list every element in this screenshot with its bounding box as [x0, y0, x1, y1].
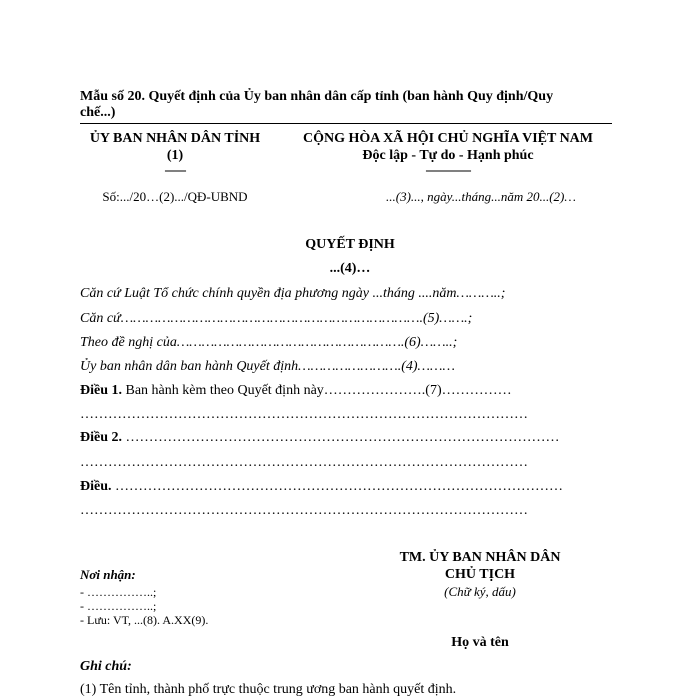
article-1 — [80, 383, 512, 399]
preamble-line-3: Theo đề nghị của……………………………………………….(6)……..; — [80, 335, 458, 350]
decision-subtitle: ...(4)… — [329, 261, 371, 276]
note-item-1: (1) Tên tỉnh, thành phố trực thuộc trung ương ban hành quyết định. — [80, 682, 457, 697]
recipient-item-2: - ……………..; — [80, 599, 157, 613]
article-1-continuation: …………………………………………………………………………………… — [80, 407, 528, 422]
preamble-line-1: Căn cứ Luật Tổ chức chính quyền địa phương ngày ...tháng ....năm………..; — [80, 286, 506, 301]
national-motto: Độc lập - Tự do - Hạnh phúc — [362, 148, 534, 163]
article-n — [80, 479, 563, 495]
recipient-item-3: - Lưu: VT, ...(8). A.XX(9). — [80, 613, 209, 627]
article-2 — [80, 430, 560, 446]
recipient-item-1: - ……………..; — [80, 585, 157, 599]
preamble-line-4: Ủy ban nhân dân ban hành Quyết định…………………….(4)……… — [80, 359, 455, 374]
article-2-continuation: …………………………………………………………………………………… — [80, 455, 528, 470]
signature-title: CHỦ TỊCH — [444, 567, 516, 582]
article-n-continuation: …………………………………………………………………………………… — [80, 503, 528, 518]
title-underline — [80, 123, 612, 124]
issuing-org: ỦY BAN NHÂN DÂN TỈNH — [89, 131, 261, 146]
article-1-label: Điều 1. — [80, 383, 122, 398]
signature-org: TM. ỦY BAN NHÂN DÂN — [399, 550, 561, 565]
preamble-line-2: Căn cứ……………………………………………………………….(5)…….; — [80, 311, 473, 326]
article-2-label: Điều 2. — [80, 430, 122, 445]
left-dash: ------- — [164, 163, 186, 177]
right-dash: --------------- — [425, 163, 471, 177]
signatory-name: Họ và tên — [451, 635, 509, 650]
recipients-label: Nơi nhận: — [80, 567, 136, 582]
article-n-text: …………………………………………………………………………………… — [111, 479, 563, 494]
place-date: ...(3)..., ngày...tháng...năm 20...(2)… — [386, 189, 576, 204]
republic-name: CỘNG HÒA XÃ HỘI CHỦ NGHĨA VIỆT NAM — [302, 131, 593, 146]
document-number: Số:.../20…(2).../QĐ-UBND — [102, 189, 248, 204]
article-n-label: Điều. — [80, 479, 112, 494]
form-title-line1: Mẫu số 20. Quyết định của Ủy ban nhân dân cấp tỉnh (ban hành Quy định/Quy — [80, 89, 554, 104]
issuing-org-note: (1) — [166, 148, 184, 163]
decision-title: QUYẾT ĐỊNH — [305, 237, 395, 252]
form-title-line2: chế...) — [80, 105, 116, 120]
signature-note: (Chữ ký, dấu) — [444, 584, 516, 599]
article-2-text: ………………………………………………………………………………… — [122, 430, 560, 445]
article-1-text: Ban hành kèm theo Quyết định này………………….(7)…………… — [122, 383, 512, 398]
notes-label: Ghi chú: — [80, 659, 132, 674]
